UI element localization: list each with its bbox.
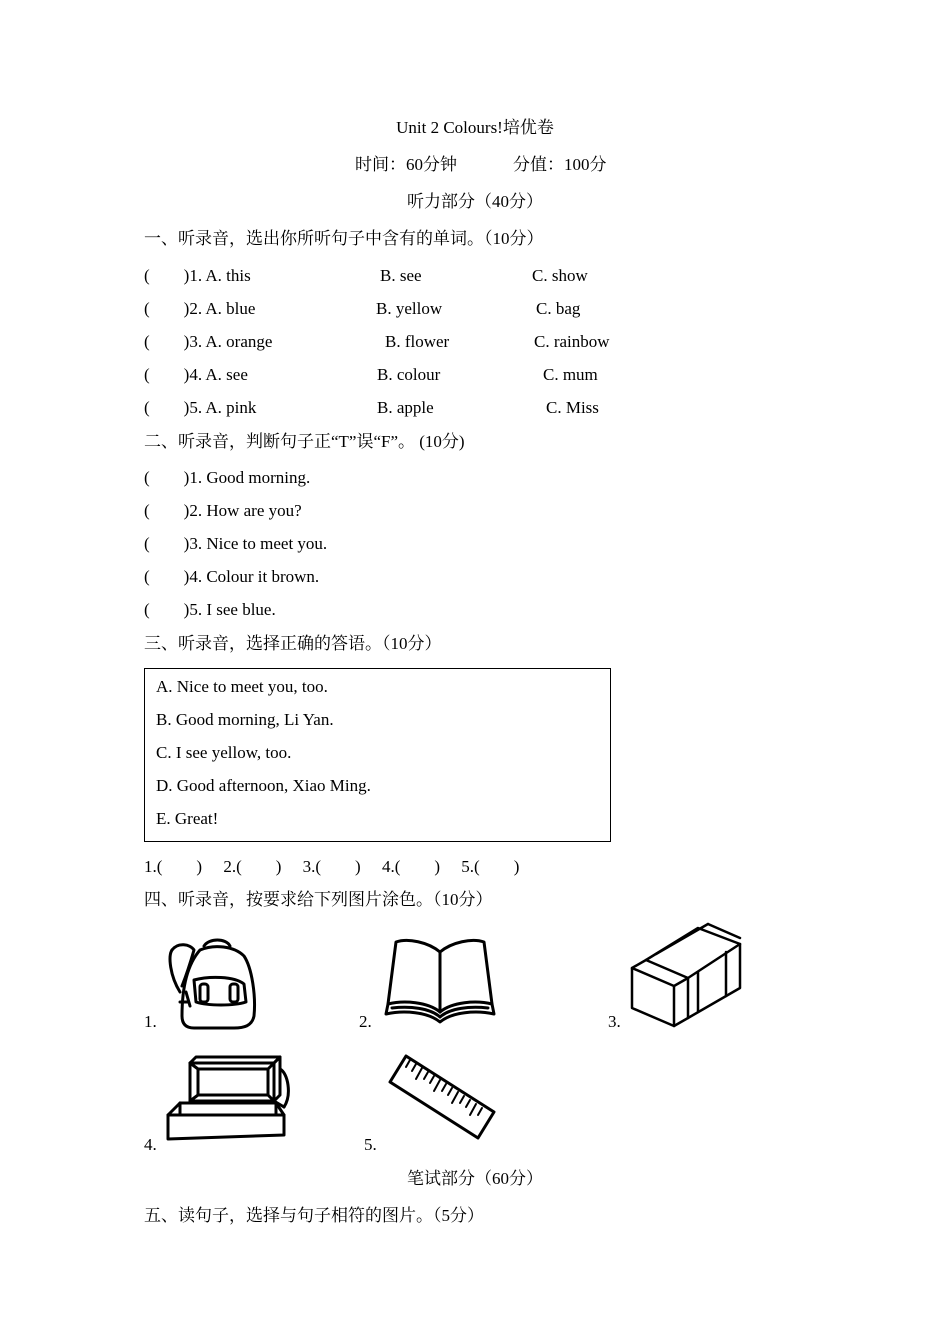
s1-item3-a: ( )3. A. orange <box>144 332 273 351</box>
pencil-box-icon <box>164 1055 290 1147</box>
s3-answer-blanks: 1.( ) 2.( ) 3.( ) 4.( ) 5.( ) <box>144 857 520 876</box>
section2-heading: 二、听录音，判断句子正“T”误“F”。 (10分) <box>144 432 465 451</box>
s1-item5-a: ( )5. A. pink <box>144 398 257 417</box>
ruler-icon <box>388 1052 496 1144</box>
section1-heading: 一、听录音，选出你所听句子中含有的单词。（10分） <box>144 229 544 248</box>
s2-item1: ( )1. Good morning. <box>144 468 311 487</box>
s2-item3: ( )3. Nice to meet you. <box>144 534 328 553</box>
s4-label-1: 1. <box>144 1012 157 1031</box>
s1-item4-b: B. colour <box>377 365 441 384</box>
s1-item4-c: C. mum <box>543 365 598 384</box>
s2-item2: ( )2. How are you? <box>144 501 302 520</box>
s3-option-b: B. Good morning, Li Yan. <box>156 710 334 729</box>
backpack-icon <box>164 936 264 1031</box>
score-info: 分值：100分 <box>513 155 607 174</box>
section4-heading: 四、听录音，按要求给下列图片涂色。（10分） <box>144 890 493 909</box>
eraser-icon <box>628 922 744 1030</box>
s1-item2-c: C. bag <box>536 299 581 318</box>
s1-item2-b: B. yellow <box>376 299 443 318</box>
s1-item1-b: B. see <box>380 266 422 285</box>
s1-item4-a: ( )4. A. see <box>144 365 248 384</box>
written-part-title: 笔试部分（60分） <box>407 1169 543 1188</box>
s3-option-e: E. Great! <box>156 809 219 828</box>
s3-option-d: D. Good afternoon, Xiao Ming. <box>156 776 371 795</box>
s4-label-2: 2. <box>359 1012 372 1031</box>
s4-label-5: 5. <box>364 1135 377 1154</box>
s4-label-4: 4. <box>144 1135 157 1154</box>
s1-item3-c: C. rainbow <box>534 332 610 351</box>
section3-heading: 三、听录音，选择正确的答语。（10分） <box>144 634 442 653</box>
s1-item3-b: B. flower <box>385 332 450 351</box>
s1-item5-b: B. apple <box>377 398 434 417</box>
s3-option-a: A. Nice to meet you, too. <box>156 677 328 696</box>
s2-item5: ( )5. I see blue. <box>144 600 276 619</box>
s4-label-3: 3. <box>608 1012 621 1031</box>
s1-item5-c: C. Miss <box>546 398 599 417</box>
section5-heading: 五、读句子，选择与句子相符的图片。（5分） <box>144 1206 484 1225</box>
s2-item4: ( )4. Colour it brown. <box>144 567 320 586</box>
s1-item1-a: ( )1. A. this <box>144 266 251 285</box>
time-info: 时间：60分钟 <box>355 155 457 174</box>
s1-item2-a: ( )2. A. blue <box>144 299 256 318</box>
book-icon <box>384 936 496 1026</box>
s1-item1-c: C. show <box>532 266 588 285</box>
s3-option-c: C. I see yellow, too. <box>156 743 292 762</box>
listening-part-title: 听力部分（40分） <box>407 192 543 211</box>
page-title: Unit 2 Colours!培优卷 <box>396 118 554 137</box>
